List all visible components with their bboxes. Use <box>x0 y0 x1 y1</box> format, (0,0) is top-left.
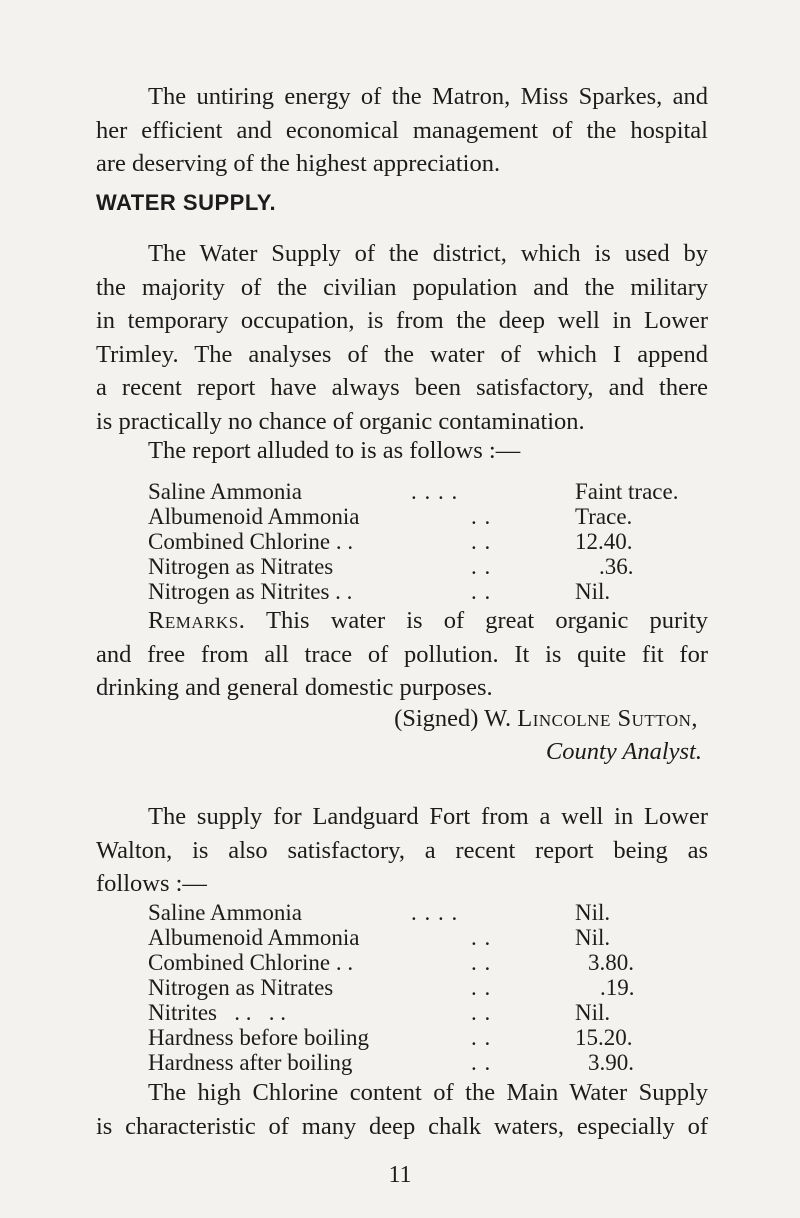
landguard-line-2: Walton, is also satisfactory, a recent report being as <box>96 836 708 864</box>
water-supply-line-5: a recent report have always been satisfactory, and there <box>96 374 708 401</box>
leader-dots: . . . . <box>411 479 459 504</box>
remarks-line-2: and free from all trace of pollution. It is quite fit for <box>96 640 708 668</box>
table-row <box>148 504 739 529</box>
page-number: 11 <box>388 1162 412 1188</box>
landguard-line-3: follows :— <box>96 870 207 897</box>
report1-param: Nitrogen as Nitrites . . <box>148 579 353 604</box>
report1-value: Trace. <box>575 504 633 529</box>
intro-line-1: The untiring energy of the Matron, Miss Sparkes, and <box>148 83 708 110</box>
report1-value: 12.40. <box>575 529 633 554</box>
water-supply-line-1: The Water Supply of the district, which is used by <box>148 240 708 267</box>
landguard-line-1: The supply for Landguard Fort from a well in Lower <box>148 803 708 830</box>
leader-dots: . . <box>471 529 492 554</box>
report2-value: 3.90. <box>588 1050 634 1075</box>
table-row <box>148 900 740 925</box>
water-supply-line-2: the majority of the civilian population and the military <box>96 273 708 301</box>
table-row <box>148 1025 740 1050</box>
leader-dots: . . <box>471 925 492 950</box>
remarks-line-3: drinking and general domestic purposes. <box>96 674 493 701</box>
leader-dots: . . <box>471 504 492 529</box>
report2-value: Nil. <box>575 925 611 950</box>
table-row <box>148 554 739 579</box>
report2-value: 3.80. <box>588 950 634 975</box>
leader-dots: . . . . <box>411 900 459 925</box>
leader-dots: . . <box>471 975 492 1000</box>
signature-prefix: (Signed) W. <box>394 705 518 732</box>
report2-param: Hardness after boiling <box>148 1050 353 1075</box>
leader-dots: . . <box>471 1000 492 1025</box>
report2-table <box>148 900 740 1075</box>
leader-dots: . . <box>471 579 492 604</box>
leader-dots: . . <box>471 1025 492 1050</box>
report2-value: 15.20. <box>575 1025 633 1050</box>
intro-paragraph <box>96 80 708 181</box>
report1-value: Nil. <box>575 579 611 604</box>
leader-dots: . . <box>471 1050 492 1075</box>
report1-value: .36. <box>599 554 634 579</box>
table-row <box>148 529 739 554</box>
table-row <box>148 925 740 950</box>
report2-value: .19. <box>600 975 635 1000</box>
report1-param: Combined Chlorine . . <box>148 529 354 554</box>
remarks-line-1-text: This water is of great organic purity <box>245 607 708 634</box>
water-supply-paragraph <box>96 237 708 438</box>
report2-param: Nitrogen as Nitrates <box>148 975 334 1000</box>
section-heading-water-supply: WATER SUPPLY. <box>96 190 277 215</box>
table-row <box>148 579 739 604</box>
landguard-paragraph <box>96 800 708 901</box>
report1-value: Faint trace. <box>575 479 679 504</box>
report1-param: Nitrogen as Nitrates <box>148 554 334 579</box>
table-row <box>148 479 739 504</box>
report1-intro: The report alluded to is as follows :— <box>148 437 521 464</box>
intro-line-3: are deserving of the highest appreciation. <box>96 150 501 177</box>
signature-line <box>96 705 708 733</box>
closing-line-1: The high Chlorine content of the Main Water Supply <box>148 1079 708 1106</box>
water-supply-line-6: is practically no chance of organic contamination. <box>96 407 585 435</box>
leader-dots: . . <box>471 554 492 579</box>
report2-param: Hardness before boiling <box>148 1025 369 1050</box>
closing-paragraph <box>96 1076 708 1143</box>
intro-line-2: her efficient and economical management of the hospital <box>96 116 708 144</box>
report1-param: Albumenoid Ammonia <box>148 504 360 529</box>
leader-dots: . . <box>471 950 492 975</box>
remarks-paragraph <box>96 604 708 705</box>
closing-line-2: is characteristic of many deep chalk waters, especially of <box>96 1112 708 1140</box>
report1-param: Saline Ammonia <box>148 479 302 504</box>
report2-param: Saline Ammonia <box>148 900 302 925</box>
water-supply-line-4: Trimley. The analyses of the water of which I append <box>96 340 708 368</box>
table-row <box>148 975 740 1000</box>
report2-param: Albumenoid Ammonia <box>148 925 360 950</box>
report2-param: Nitrites . . . . <box>148 1000 286 1025</box>
table-row <box>148 950 740 975</box>
signature-title: County Analyst. <box>545 738 702 765</box>
remarks-label: Remarks. <box>148 607 246 634</box>
report1-table <box>148 479 739 604</box>
table-row <box>148 1050 740 1075</box>
remarks-line-1 <box>96 604 708 638</box>
table-row <box>148 1000 740 1025</box>
report2-param: Combined Chlorine . . <box>148 950 354 975</box>
report2-value: Nil. <box>575 900 611 925</box>
signature-name: Lincolne Sutton, <box>517 705 698 732</box>
water-supply-line-3: in temporary occupation, is from the deep well in Lower <box>96 307 708 334</box>
report2-value: Nil. <box>575 1000 611 1025</box>
